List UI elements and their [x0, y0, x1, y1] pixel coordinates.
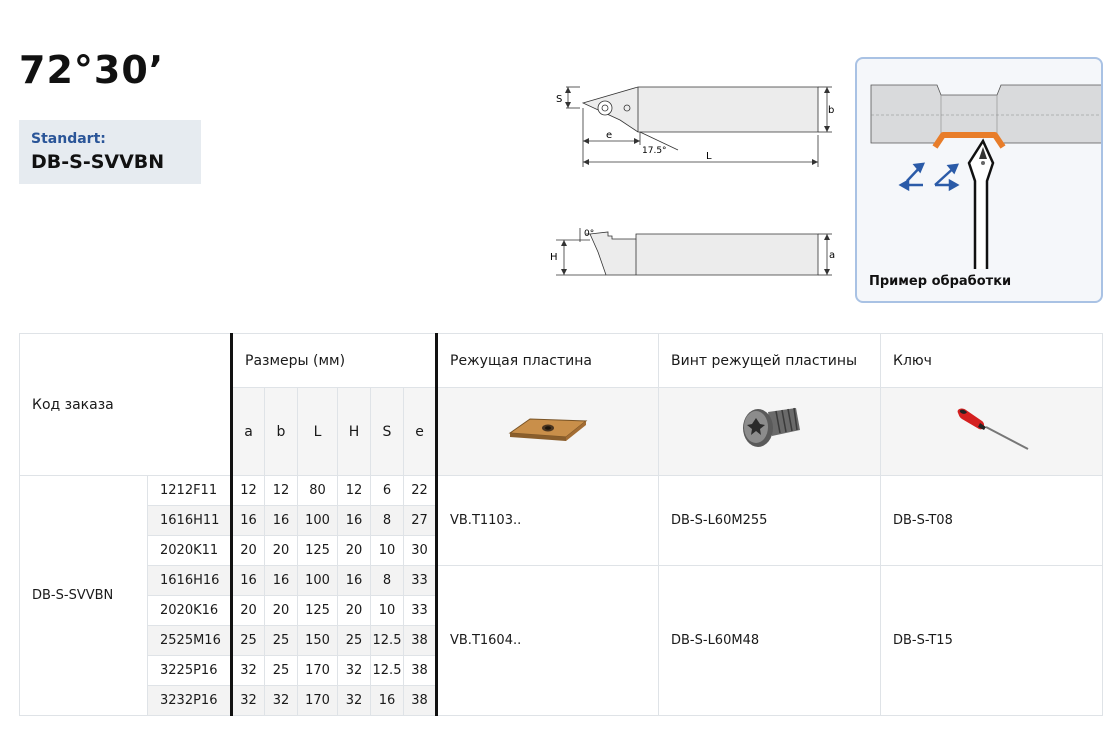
- label-H: H: [550, 252, 558, 263]
- dim-col-H: H: [338, 388, 371, 476]
- screw-value: DB-S-L60M48: [659, 566, 881, 716]
- cell-L: 125: [298, 596, 338, 626]
- cell-H: 20: [338, 536, 371, 566]
- order-code: 1616H16: [148, 566, 232, 596]
- dimensions-header: Размеры (мм): [232, 334, 437, 388]
- cell-e: 33: [404, 566, 437, 596]
- order-code: 2020K11: [148, 536, 232, 566]
- cell-b: 25: [265, 656, 298, 686]
- cell-b: 20: [265, 536, 298, 566]
- cell-a: 25: [232, 626, 265, 656]
- order-code: 3232P16: [148, 686, 232, 716]
- cell-L: 170: [298, 686, 338, 716]
- label-a: a: [829, 250, 836, 261]
- cell-H: 12: [338, 476, 371, 506]
- standard-code: DB-S-SVVBN: [31, 151, 165, 173]
- tool-top-view-drawing: [550, 75, 840, 175]
- cell-L: 170: [298, 656, 338, 686]
- cell-L: 100: [298, 566, 338, 596]
- torx-key-image: [952, 405, 1032, 455]
- order-code: 2525M16: [148, 626, 232, 656]
- machining-example-panel: [855, 57, 1103, 303]
- key-value: DB-S-T15: [881, 566, 1103, 716]
- cell-L: 150: [298, 626, 338, 656]
- cell-H: 16: [338, 566, 371, 596]
- cell-S: 6: [371, 476, 404, 506]
- cell-a: 12: [232, 476, 265, 506]
- cell-H: 32: [338, 656, 371, 686]
- insert-value: VB.T1103..: [437, 476, 659, 566]
- screw-image-cell: [659, 388, 881, 476]
- cell-b: 16: [265, 506, 298, 536]
- cell-b: 32: [265, 686, 298, 716]
- label-zero: 0°: [584, 229, 595, 239]
- machining-example-caption: Пример обработки: [869, 274, 1012, 289]
- cell-S: 12.5: [371, 656, 404, 686]
- cell-a: 20: [232, 596, 265, 626]
- label-L: L: [706, 151, 712, 162]
- cell-e: 38: [404, 626, 437, 656]
- insert-header: Режущая пластина: [437, 334, 659, 388]
- cell-L: 100: [298, 506, 338, 536]
- cell-a: 32: [232, 686, 265, 716]
- cell-b: 16: [265, 566, 298, 596]
- cell-a: 20: [232, 536, 265, 566]
- cell-L: 125: [298, 536, 338, 566]
- order-code: 1616H11: [148, 506, 232, 536]
- cell-a: 16: [232, 566, 265, 596]
- cell-b: 12: [265, 476, 298, 506]
- cell-a: 32: [232, 656, 265, 686]
- cell-e: 30: [404, 536, 437, 566]
- order-code: 3225P16: [148, 656, 232, 686]
- label-s: S: [556, 94, 563, 105]
- cell-e: 33: [404, 596, 437, 626]
- cell-S: 8: [371, 566, 404, 596]
- standard-box: [19, 120, 201, 184]
- cell-S: 10: [371, 536, 404, 566]
- dim-col-S: S: [371, 388, 404, 476]
- order-code-header: Код заказа: [20, 334, 232, 476]
- dim-col-b: b: [265, 388, 298, 476]
- label-angle: 17.5°: [642, 146, 667, 156]
- cell-H: 20: [338, 596, 371, 626]
- standard-label: Standart:: [31, 131, 106, 147]
- label-e: e: [606, 130, 613, 141]
- key-header: Ключ: [881, 334, 1103, 388]
- cell-S: 8: [371, 506, 404, 536]
- family-code: DB-S-SVVBN: [20, 476, 148, 716]
- cell-b: 25: [265, 626, 298, 656]
- order-code: 2020K16: [148, 596, 232, 626]
- cell-L: 80: [298, 476, 338, 506]
- cell-e: 27: [404, 506, 437, 536]
- insert-image-cell: [437, 388, 659, 476]
- cell-e: 38: [404, 686, 437, 716]
- cell-b: 20: [265, 596, 298, 626]
- label-b: b: [828, 105, 835, 116]
- cell-S: 12.5: [371, 626, 404, 656]
- cell-e: 38: [404, 656, 437, 686]
- specification-table: [19, 333, 1103, 716]
- key-value: DB-S-T08: [881, 476, 1103, 566]
- cutting-insert-image: [508, 413, 588, 447]
- cell-e: 22: [404, 476, 437, 506]
- dim-col-e: e: [404, 388, 437, 476]
- key-image-cell: [881, 388, 1103, 476]
- cell-S: 10: [371, 596, 404, 626]
- insert-value: VB.T1604..: [437, 566, 659, 716]
- cell-H: 32: [338, 686, 371, 716]
- angle-title: 72°30’: [19, 48, 165, 92]
- cell-H: 25: [338, 626, 371, 656]
- machining-example-illustration: [857, 59, 1103, 269]
- screw-header: Винт режущей пластины: [659, 334, 881, 388]
- order-code: 1212F11: [148, 476, 232, 506]
- cell-a: 16: [232, 506, 265, 536]
- screw-value: DB-S-L60M255: [659, 476, 881, 566]
- cell-H: 16: [338, 506, 371, 536]
- insert-screw-image: [730, 400, 810, 460]
- tool-side-view-drawing: [550, 222, 840, 282]
- cell-S: 16: [371, 686, 404, 716]
- dim-col-a: a: [232, 388, 265, 476]
- dim-col-L: L: [298, 388, 338, 476]
